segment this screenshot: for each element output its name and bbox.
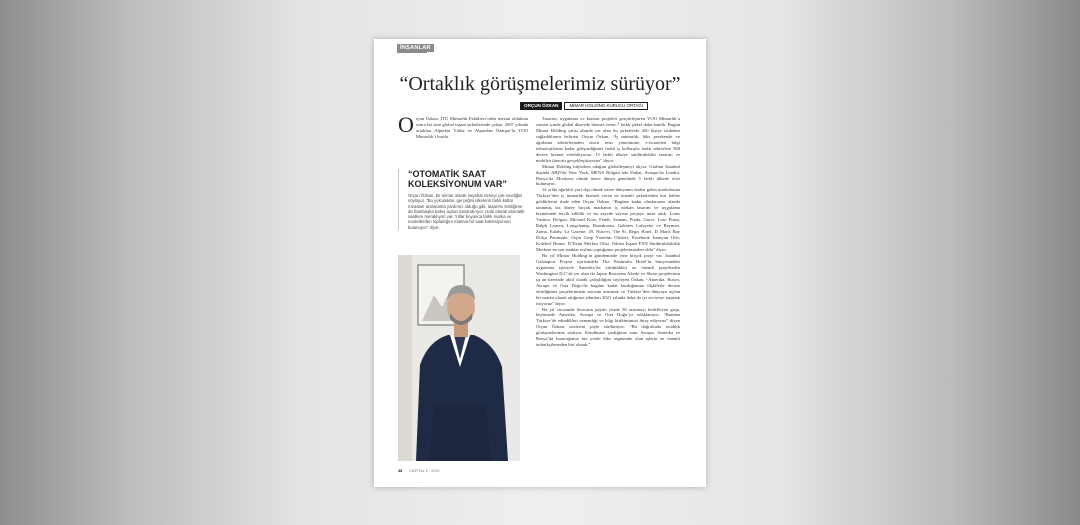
dropcap: O <box>398 112 414 137</box>
section-tag: İNSANLAR <box>397 44 434 52</box>
section-rule <box>397 52 427 53</box>
byline-role: MİMAR HOLDİNG KURUCU ORTAĞI <box>564 102 648 110</box>
byline-name: ORÇUN ÖZKAN <box>520 102 562 110</box>
body-paragraph-2: Mimar Holding büyürken odağını globalleşmeyi alıyor. Grubun İstanbul dışında ABD’de New York, MENA Bölgesi’nde Dubai, Avrupa’da Londra, Rusya’da Moskova olmak üzere dünya genelinde 5 farklı ülkede ofisi bulunuyor. <box>536 163 680 187</box>
page-number: 38 <box>398 469 403 473</box>
intro-text: rçun Özkan, İTÜ Mimarlık Fakültesi’nden mezun olduktan sonra bir süre global inşaat şirketlerinde çalıştı. 2007 yılında ortakları Alptekin Yıldız ve Alparslan Özarpat’la YOO Mimarlık’ı kurdu. <box>415 116 528 139</box>
intro-paragraph <box>398 112 528 140</box>
portrait-photo <box>398 255 520 461</box>
magazine-name: CAPITAL 5 · 2021 <box>409 469 440 473</box>
pull-quote-text: Orçun Özkan, bir mimar olarak seyahat etmeyi çok sevdiğini söylüyor. “Bu yolculuklar, gerçeğini ülkelerin farklı kültür mirasları anlamama yardımcı olduğu gibi, tasarımı kimliğime de bambaşka bakış açıları kazandırıyor. Hobi olarak otomatik saatlere meraklıyım var. Yıllar boyunca farklı marka ve modellerden topladığım müteva bir saat koleksiyonum bulunuyor” diyor. <box>408 193 525 230</box>
body-paragraph-4: Bu yıl Mimar Holding’in gündeminde yine birçok proje var. İstanbul Galataport Projesi içerisindeki The Peninsula Hotel’in bünyesindeki uygulama işleriyle Amerika’da yürüttükleri en önemli projelerden Washington D.C’de yer alan iki Japon Restoranı Akedo ve Shoto projelerinin şu an üzerinde aktif olarak çalışıldığını söyleyen Özkan, “Amerika, Rusya, Avrupa ve Orta Doğu’da bugüne kadar kurduğumuz ilişkilerle devam ettirdiğimiz projelerimizin sayısını artırmak ve Türkiye’den dünyaya açılan bir marka olarak attığımız adımları 2021 yılında daha da iyi seviyeye taşımak istiyoruz” diyor. <box>536 252 680 306</box>
page-footer <box>398 469 440 473</box>
pull-quote-box <box>398 169 528 230</box>
headline: “Ortaklık görüşmelerimiz sürüyor” <box>399 73 681 95</box>
pull-quote-title: “OTOMATİK SAAT KOLEKSİYONUM VAR” <box>408 169 507 189</box>
byline <box>520 102 648 110</box>
body-paragraph-5: Bu yıl cirosunda ihracatın payını yüzde 50 artırmayı hedefleyen grup, büyümede Amerika, Avrupa ve Orta Doğu’ya odaklanıyor. “Bundan Türkiye’de edindikleri uzmanlığı ve bilgi birikimimizi ihraç ediyoruz” diyen Orçun Özkan, sözlerini şöyle sürdürüyor: “Bu doğrultuda ortaklık görüşmelerimiz sürüyor. Kendimize çizdiğimiz sınır Avrupa, Amerika ve Rusya’da kuracağımız her yerde lüks segmentte olan işlerin en önemli tedarikçilerinden biri olmak.” <box>536 306 680 348</box>
body-paragraph-1: Tasarım, uygulama ve kontrat projeleri gerçekleştiren YOO Mimarlık’a zaman içinde global düzeyde hizmet veren 7 farklı şirket daha katıldı. Bugün Mimar Holding çatısı altında yer alan bu şirketlerde 450 kişiye istihdam sağladıklarını belirten Orçun Özkan, “İç mimarlık, lüks perakende ve ağırlama sektörlerinden zincir tesis yönetimine, e-ticaretten bilgi teknolojilerine kadar geliştirdiğimiz farklı iş kollarıyla farklı sektörlere 360 derece hizmet verebiliyoruz. 15 farklı ülkeye sürdürülebilir tasarım ve mobilya ihracatı gerçekleştiriyoruz” diyor. <box>536 116 680 163</box>
body-paragraph-3: 14 yılda ağırlıklı yurt dışı olmak üzere dünyanın önden gelen markalarına Türkiye’den iç mimarlık hizmeti veren en önemli şirketlerden biri haline geldiklerini ifade eden Orçun Özkan, “Bugüne kadar uluslararası alanda tanınmış üst düzey birçok markanın iç mekan tasarım ve uygulama hizmetinde tercih edildik ve bu sayede sayısız projeye imza attık. Louis Vuitton, Bvlgari, Michael Kors, Fendi, Armani, Prada, Gucci, Loro Piana, Ralph Lauren, Longchamp, Brandroom, Galeries Lafayette ve Beymen, Zuma, Eataly, La Gazette, 29, Nusr-et, The St. Regis Hotel, D Maris Bay Dolça Peninsula, Orjin Grup Yönetim Ofisleri, Facebook İstanyon Ofis, Kolektif House, D’Exim Merkez Ofisi, Tekfen İnşaat FXN Sürdürülebilirlik Merkezi en son anahtar teslimi yaptığımız projelerimizden oldu” diyor. <box>536 187 680 252</box>
magazine-page <box>374 39 706 487</box>
portrait-illustration <box>398 255 520 461</box>
body-text <box>536 116 680 348</box>
